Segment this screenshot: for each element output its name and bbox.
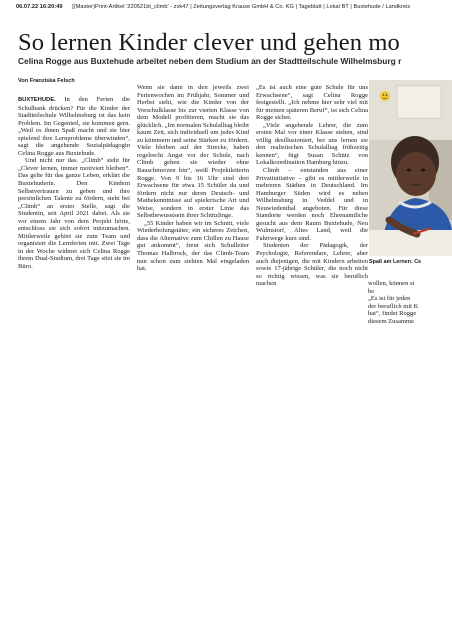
print-meta: [(Master)Print-Artikel '220521bt_climb' - zvk47 | Zeitungsverlag Krause GmbH & Co. KG | Tageblatt | Lokal BT | Buxtehude / Landkreis — [72, 4, 411, 10]
paragraph-text: In den Ferien die Schulbank drücken? Für die Kinder der Stadtteilschule Wilhelmsburg ist das kein Problem. Im Gegenteil, sie kommen gern. „Weil es ihnen Spaß macht und sie hier spielend ihre Lernprobleme überwinden“, sagt die angehende Sozialpädagogin Celina Rogge aus Buxtehude. — [18, 96, 130, 157]
paragraph: hat“, findet Rogge — [368, 310, 417, 318]
paragraph: Climb – entstanden aus einer Privatinitiative – gibt es mittlerweile in mehreren Städten in Deutschland. Im Hamburger Süden wird es neben Wilhelmsburg in Veddel und in Neuwiedenthal angeboten. Für diese Standorte werden noch Ehrenamtliche gesucht aus dem Raum Buxtehude, Neu Wulmstorf, Altes Land, weil die Fahrtwege kurz sind. — [256, 167, 368, 242]
paragraph: diesem Zusamme — [368, 317, 414, 325]
article-column-4-partial — [368, 280, 452, 325]
paragraph: wollen, können si — [368, 280, 415, 287]
photo-child-learning — [369, 80, 452, 256]
article-photo — [369, 80, 452, 256]
paragraph: Und nicht nur das. „Climb“ steht für „Clever lernen, immer motiviert bleiben“. Das gelte für das ganze Leben, erklärt die Buxtehuderin. Den Kindern Selbstvertrauen zu geben und ihre persönlichen Talente zu fördern, steht bei „Climb“ an erster Stelle, sagt die Studentin, seit April 2021 dabei. Als sie vor einem Jahr von dem Projekt hörte, entschloss sie sich sofort mitzumachen. Mittlerweile gehört sie zum Team und organisiert die Lernferien mit. Zwei Tage in der Woche widmet sich Celina Rogge ihrem Dual-Studium, drei Tage sitzt sie im Büro. — [18, 157, 130, 271]
print-header — [16, 4, 452, 16]
paragraph: der beruflich mit K — [368, 302, 419, 310]
paragraph: „Es ist auch eine gute Schule für uns Erwachsene“, sagt Celina Rogge festgestellt. „Ich nehme hier sehr viel mit für meinen späteren Beruf“, ist sich Celina Rogge sicher. — [256, 84, 368, 122]
print-timestamp: 06.07.22 16:20:49 — [16, 4, 63, 10]
paragraph — [18, 96, 130, 157]
article-column-1 — [18, 96, 130, 271]
article-headline: So lernen Kinder clever und gehen mo — [18, 29, 400, 56]
paragraph: be — [368, 287, 375, 295]
dateline: BUXTEHUDE. — [18, 97, 56, 103]
paragraph: Wenn sie dann in den jeweils zwei Ferienwochen im Frühjahr, Sommer und Herbst sieht, wie die Kinder von der Vorschulklasse bis zur vierten Klasse von dem Modell profitieren, macht sie das glücklich. „Im normalen Schulalltag bleibt kaum Zeit, sich individuell um jedes Kind zu kümmern und seine Stärken zu fördern. Viele bleiben auf der Strecke, haben regelrecht Angst vor der Schule, nach Climb gehen sie wieder ohne Bauschmerzen hin“, weiß Projektleiterin Rogge. Von 9 bis 16 Uhr sind drei Erwachsene für etwa 15 Schüler da und fördern nicht nur deren Deutsch- und Mathekenntnisse auf spielerische Art und Weise, sondern in erster Linie das Selbstbewusstsein ihrer Schützlinge. — [137, 84, 249, 220]
article-byline: Von Franziska Felsch — [18, 78, 75, 84]
photo-caption: Spaß am Lernen: Ce — [369, 259, 422, 265]
paragraph: „Viele angehende Lehrer, die zum ersten Mal vor einer Klasse stehen, sind völlig desillusioniert, bei uns lernen sie den realistischen Schulalltag frühzeitig kennen“, fügt Susan Schütz von Lokalkoordination Hamburg hinzu. — [256, 121, 368, 167]
paragraph: Studenten der Pädagogik, der Psychologie, Referendare, Lehrer, aber auch diejenigen, die mit Kindern arbeiten sowie 17-jährige Schüler, die noch nicht so richtig wissen, was sie beruflich machen — [256, 242, 368, 288]
article-column-2 — [137, 84, 249, 273]
paragraph: „Es ist für jeden — [368, 295, 411, 303]
article-column-3 — [256, 84, 368, 288]
article-subhead: Celina Rogge aus Buxtehude arbeitet neben dem Studium an der Stadtteilschule Wilhelmsburg r — [18, 56, 402, 66]
paragraph: „55 Kinder haben wir im Schnitt, viele Wiederholungstäter, ein sicheres Zeichen, dass die Alternative zum Chillen zu Hause gut ankommt“, freut sich Schulleiter Thomas Halbrock, der das Climb-Team nun schon zum siebten Mal eingeladen hat. — [137, 219, 249, 273]
